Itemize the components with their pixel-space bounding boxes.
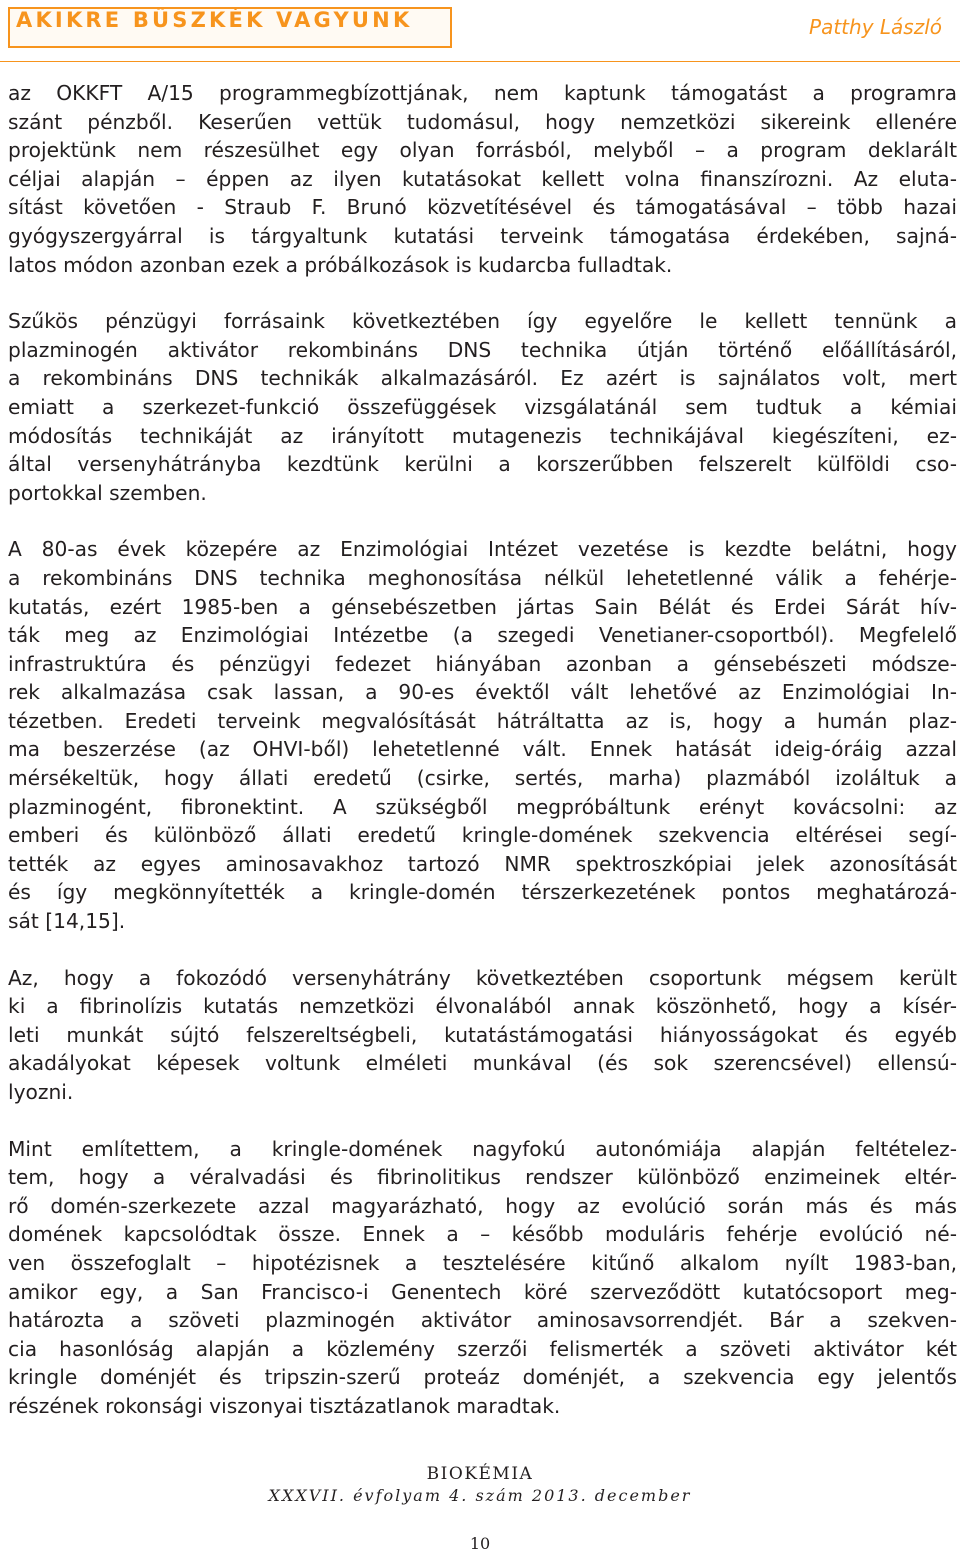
text-line: Az, hogy a fokozódó versenyhátrány következtében csoportunk mégsem került [8, 965, 957, 990]
text-line: ki a fibrinolízis kutatás nemzetközi élvonalából annak köszönhető, hogy a kísér- [8, 994, 957, 1019]
paragraph-4 [8, 964, 957, 1107]
text-line: céljai alapján – éppen az ilyen kutatásokat kellett volna finanszírozni. Az eluta- [8, 166, 957, 191]
paragraph-3 [8, 535, 957, 935]
text-line: a rekombináns DNS technika meghonosítása nélkül lehetetlenné válik a fehérje- [8, 565, 957, 590]
text-line: az OKKFT A/15 programmegbízottjának, nem kaptunk támogatást a programra [8, 81, 957, 105]
text-line: gyógyszergyárral is tárgyaltunk kutatási terveink támogatása érdekében, sajná- [8, 223, 957, 248]
text-line: szánt pénzből. Keserűen vettük tudomásul, hogy nemzetközi sikereink ellenére [8, 109, 957, 134]
text-line: tették az egyes aminosavakhoz tartozó NMR spektroszkópiai jelek azonosítását [8, 851, 957, 876]
text-line: tem, hogy a véralvadási és fibrinolitikus rendszer különböző enzimeinek eltér- [8, 1165, 957, 1190]
text-line: sítást követően - Straub F. Brunó közvetítésével és támogatásával – több hazai [8, 195, 957, 220]
text-line: akadályokat képesek voltunk elméleti munkával (és sok szerencsével) ellensú- [8, 1051, 957, 1076]
paragraph-2 [8, 307, 957, 507]
page-number: 10 [469, 1534, 491, 1553]
text-line: latos módon azonban ezek a próbálkozások is kudarcba fulladtak. [8, 252, 673, 277]
text-line: emberi és különböző állati eredetű kringle-domének szekvencia eltérései segí- [8, 823, 957, 848]
text-line: rek alkalmazása csak lassan, a 90-es évektől vált lehetővé az Enzimológiai In- [8, 680, 957, 705]
text-line: projektünk nem részesülhet egy olyan forrásból, melyből – a program deklarált [8, 138, 957, 163]
text-line: plazminogént, fibronektint. A szükségből megpróbáltunk erényt kovácsolni: az [8, 794, 957, 819]
author-name: Patthy László [809, 15, 942, 39]
text-line: cia hasonlóság alapján a közlemény szerzői felismerték a szöveti aktivátor két [8, 1336, 957, 1361]
text-line: leti munkát sújtó felszereltségbeli, kutatástámogatási hiányosságokat és egyéb [8, 1022, 957, 1047]
paragraph-5 [8, 1135, 957, 1421]
text-line: kutatás, ezért 1985-ben a génsebészetben jártas Sain Bélát és Erdei Sárát hív- [8, 594, 957, 619]
journal-name: BIOKÉMIA [426, 1464, 534, 1484]
text-line: domének kapcsolódtak össze. Ennek a – később moduláris fehérje evolúció né- [8, 1222, 957, 1247]
text-line: által versenyhátrányba kezdtünk kerülni a korszerűbben felszerelt külföldi cso- [8, 452, 957, 477]
text-line: kringle doménjét és tripszin-szerű proteáz doménjét, a szekvencia egy jelentős [8, 1365, 957, 1390]
article-body [8, 79, 957, 1449]
text-line: amikor egy, a San Francisco-i Genentech köré szerveződött kutatócsoport meg- [8, 1279, 957, 1304]
text-line: ven összefoglalt – hipotézisnek a tesztelésére kitűnő alkalom nyílt 1983-ban, [8, 1250, 957, 1275]
section-title: AKIKRE BÜSZKÉK VAGYUNK [16, 8, 413, 32]
text-line: ma beszerzése (az OHVI-ből) lehetetlenné vált. Ennek hatását ideig-óráig azzal [8, 737, 957, 762]
text-line: lyozni. [8, 1080, 74, 1104]
text-line: Mint említettem, a kringle-domének nagyfokú autonómiája alapján feltételez- [8, 1136, 957, 1161]
text-line: emiatt a szerkezet-funkció összefüggések vizsgálatánál sem tudtuk a kémiai [8, 394, 957, 419]
text-line: ták meg az Enzimológiai Intézetbe (a szegedi Venetianer-csoportból). Megfelelő [8, 623, 957, 648]
paragraph-1 [8, 79, 957, 279]
text-line: a rekombináns DNS technikák alkalmazásáról. Ez azért is sajnálatos volt, mert [8, 366, 957, 391]
text-line: tézetben. Eredeti terveink megvalósítását hátráltatta az is, hogy a humán plaz- [8, 708, 957, 733]
text-line: plazminogén aktivátor rekombináns DNS technika útján történő előállításáról, [8, 337, 957, 362]
text-line: részének rokonsági viszonyai tisztázatlanok maradtak. [8, 1393, 561, 1418]
text-line: infrastruktúra és pénzügyi fedezet hiányában azonban a génsebészeti módsze- [8, 651, 957, 676]
header-divider [0, 61, 960, 62]
text-line: portokkal szemben. [8, 480, 207, 505]
text-line: A 80-as évek közepére az Enzimológiai Intézet vezetése is kezdte belátni, hogy [8, 537, 957, 562]
journal-issue: XXXVII. évfolyam 4. szám 2013. december [268, 1486, 692, 1505]
text-line: sát [14,15]. [8, 909, 126, 934]
text-line: módosítás technikáját az irányított mutagenezis technikájával kiegészíteni, ez- [8, 423, 957, 448]
text-line: Szűkös pénzügyi forrásaink következtében így egyelőre le kellett tennünk a [8, 309, 957, 334]
text-line: rő domén-szerkezete azzal magyarázható, hogy az evolúció során más és más [8, 1193, 957, 1218]
text-line: és így megkönnyítették a kringle-domén térszerkezetének pontos meghatározá- [8, 880, 957, 905]
text-line: mérsékeltük, hogy állati eredetű (csirke, sertés, marha) plazmából izoláltuk a [8, 766, 957, 791]
text-line: határozta a szöveti plazminogén aktivátor aminosavsorrendjét. Bár a szekven- [8, 1308, 957, 1333]
